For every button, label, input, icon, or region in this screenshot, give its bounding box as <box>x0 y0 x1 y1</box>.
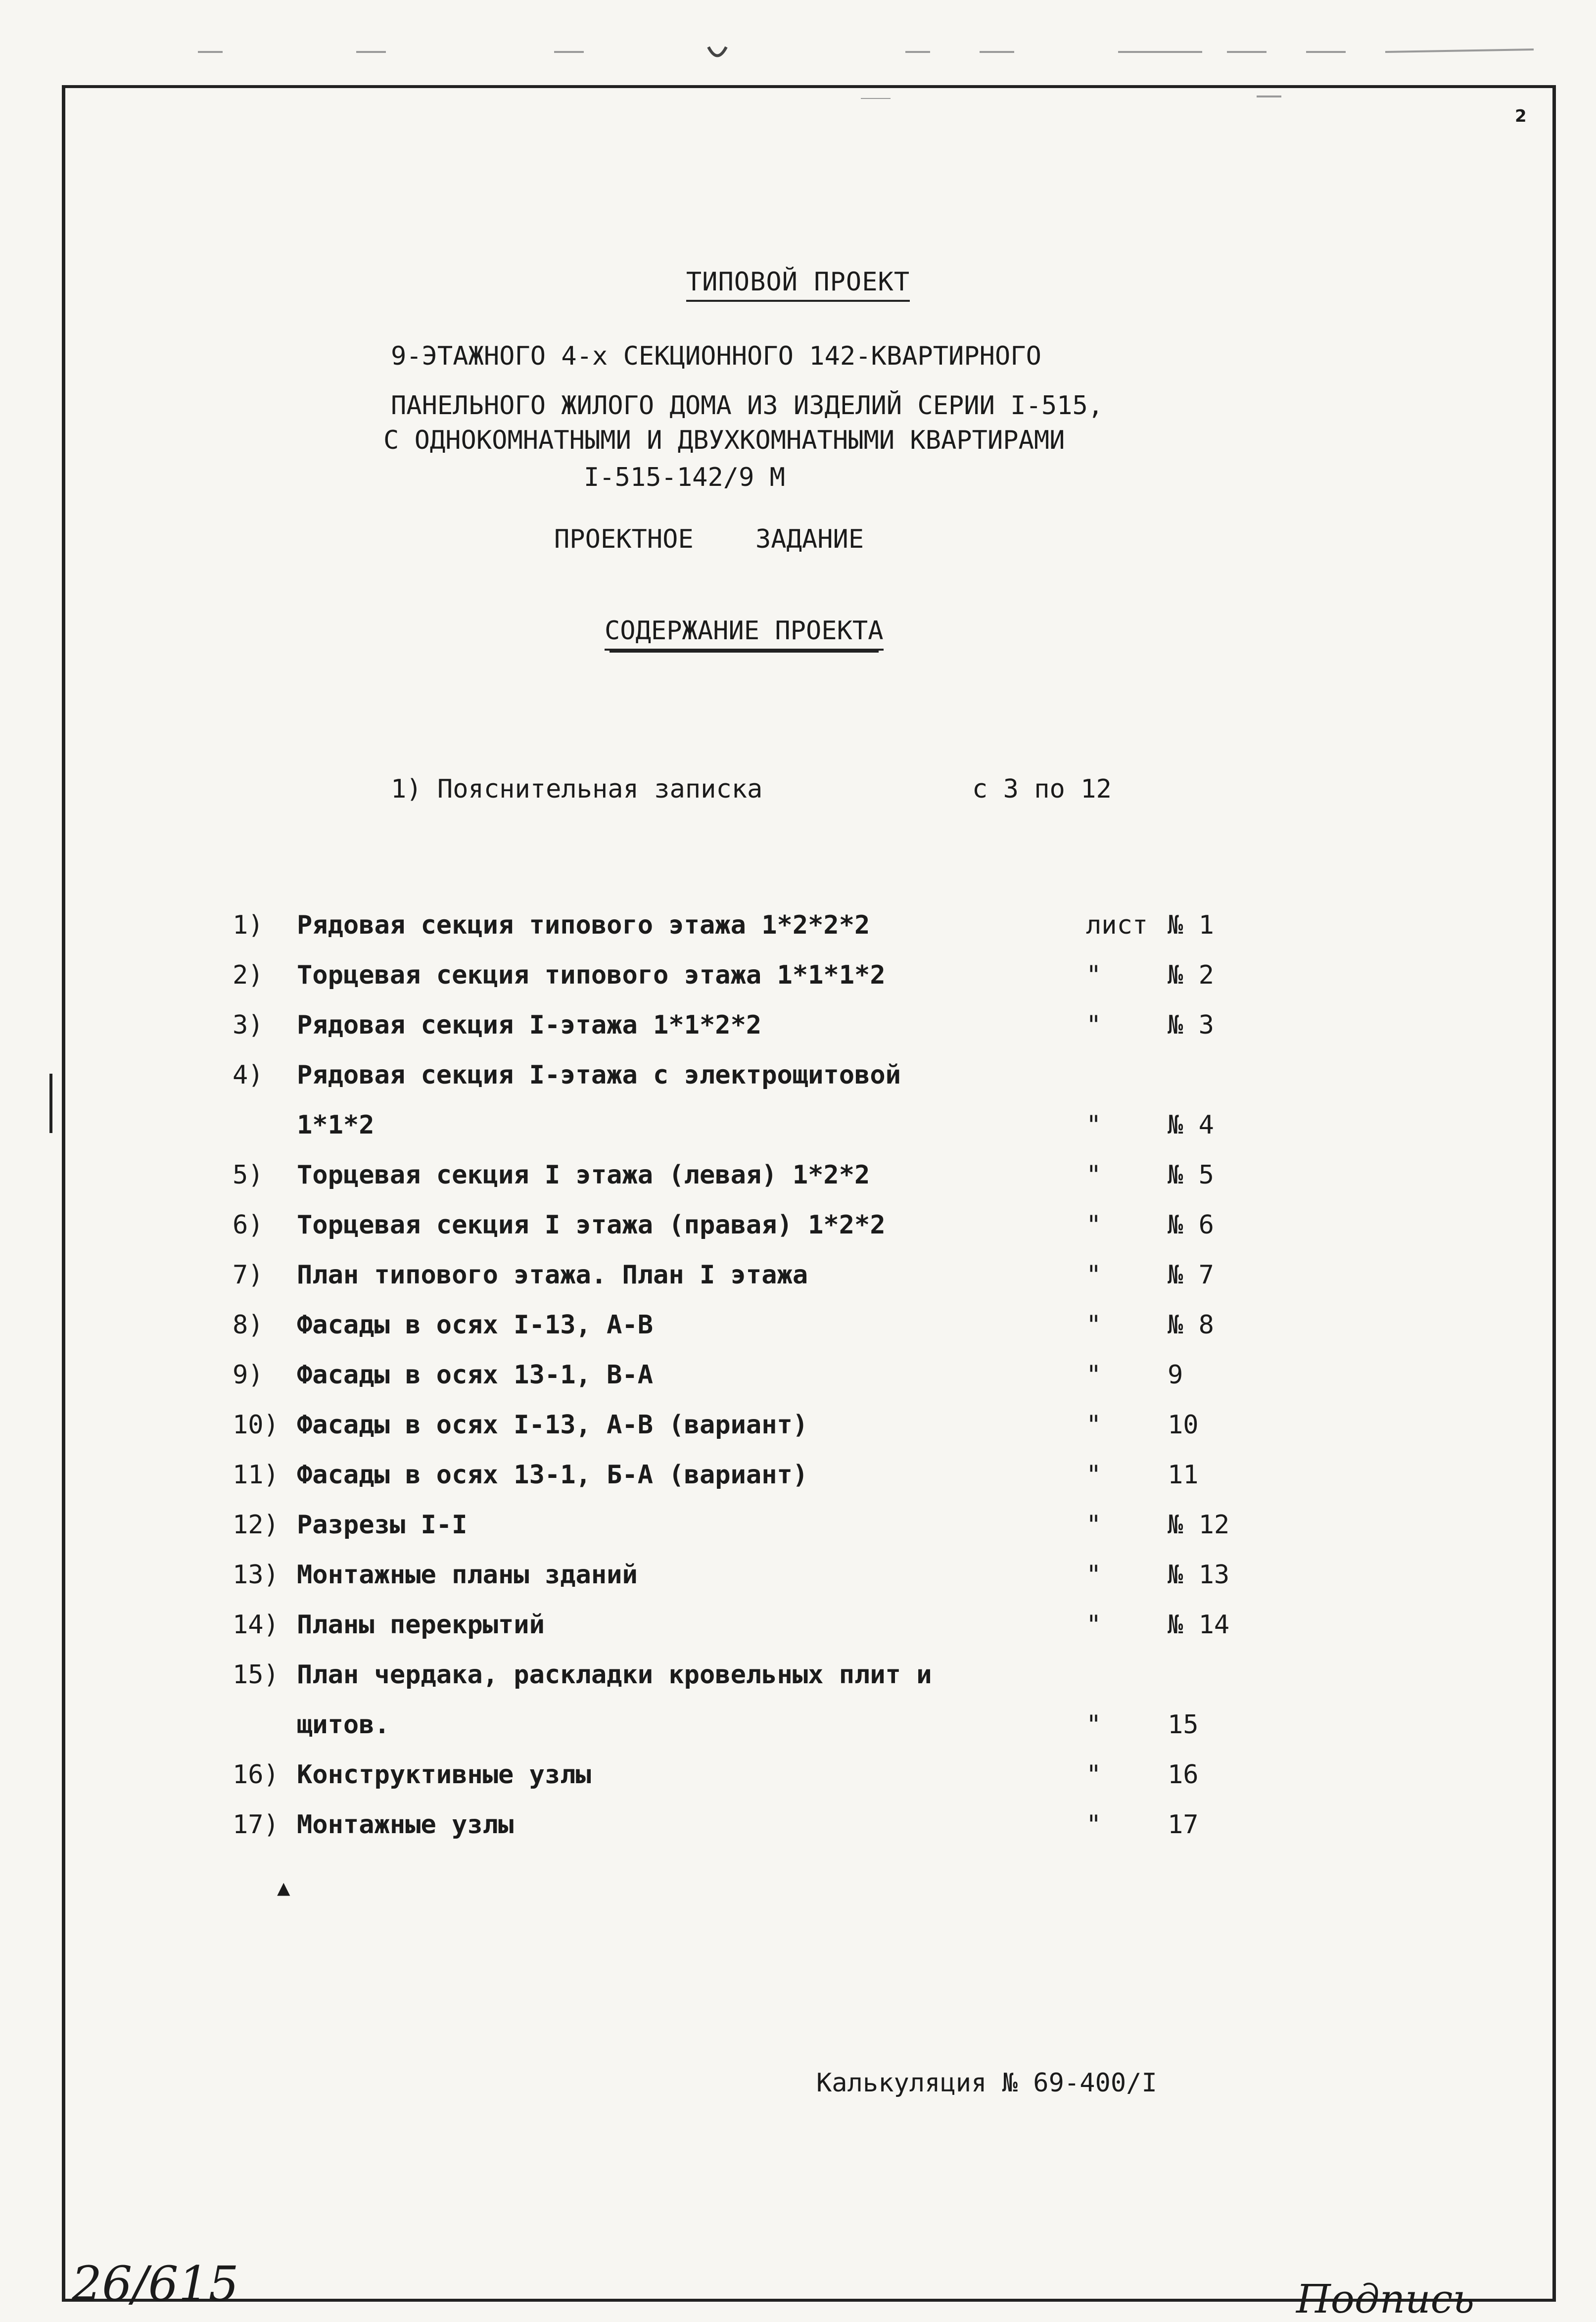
scan-edge-marks <box>0 0 1596 99</box>
series-code: I-515-142/9 М <box>584 463 785 492</box>
title-line-2: ПАНЕЛЬНОГО ЖИЛОГО ДОМА ИЗ ИЗДЕЛИЙ СЕРИИ I-515, <box>391 391 1104 421</box>
list-item: 11) Фасады в осях 13-1, Б-А (вариант) " 11 <box>233 1460 1199 1490</box>
list-item: 5) Торцевая секция I этажа (левая) 1*2*2 " № 5 <box>233 1160 1214 1190</box>
list-item: 1*1*2 " № 4 <box>297 1110 1214 1140</box>
list-item: щитов. " 15 <box>297 1710 1199 1740</box>
list-item: 8) Фасады в осях I-13, А-В " № 8 <box>233 1310 1214 1340</box>
list-item: 9) Фасады в осях 13-1, В-А " 9 <box>233 1360 1183 1390</box>
list-item: 2) Торцевая секция типового этажа 1*1*1*2 " № 2 <box>233 960 1214 990</box>
list-item: 3) Рядовая секция I-этажа 1*1*2*2 " № 3 <box>233 1010 1214 1040</box>
list-item: 6) Торцевая секция I этажа (правая) 1*2*2 " № 6 <box>233 1210 1214 1240</box>
list-item: 4) Рядовая секция I-этажа с электрощитовой <box>233 1060 901 1090</box>
list-item: 1) Рядовая секция типового этажа 1*2*2*2 лист № 1 <box>233 910 1214 940</box>
list-item: 10) Фасады в осях I-13, А-В (вариант) " 10 <box>233 1410 1199 1440</box>
list-item: 14) Планы перекрытий " № 14 <box>233 1610 1230 1640</box>
title-line-1: 9-ЭТАЖНОГО 4-х СЕКЦИОННОГО 142-КВАРТИРНОГО <box>391 341 1041 371</box>
contents-list <box>233 910 1230 1860</box>
calculation-code: Калькуляция № 69-400/I <box>816 2068 1157 2098</box>
list-item: 13) Монтажные планы зданий " № 13 <box>233 1560 1230 1590</box>
handwritten-archive-number: 26/615 <box>72 2256 239 2312</box>
contents-heading: СОДЕРЖАНИЕ ПРОЕКТА <box>605 616 884 651</box>
list-item: 12) Разрезы I-I " № 12 <box>233 1510 1230 1540</box>
list-item: 16) Конструктивные узлы " 16 <box>233 1760 1199 1790</box>
explanatory-note-pages: с 3 по 12 <box>972 774 1112 804</box>
handwritten-signature: Подпись <box>1296 2276 1475 2322</box>
page-number: 2 <box>1515 106 1527 126</box>
stage-heading: ПРОЕКТНОЕ ЗАДАНИЕ <box>554 524 864 554</box>
title-line-3: С ОДНОКОМНАТНЫМИ И ДВУХКОМНАТНЫМИ КВАРТИРАМИ <box>383 426 1065 455</box>
project-type-heading: ТИПОВОЙ ПРОЕКТ <box>686 267 910 302</box>
list-item: 17) Монтажные узлы " 17 <box>233 1810 1199 1840</box>
list-item: 7) План типового этажа. План I этажа " № 7 <box>233 1260 1214 1290</box>
margin-mark <box>49 1074 52 1133</box>
list-item: 15) План чердака, раскладки кровельных плит и <box>233 1660 932 1690</box>
stray-mark: ▲ <box>277 1875 290 1900</box>
explanatory-note-label: 1) Пояснительная записка <box>391 774 763 804</box>
